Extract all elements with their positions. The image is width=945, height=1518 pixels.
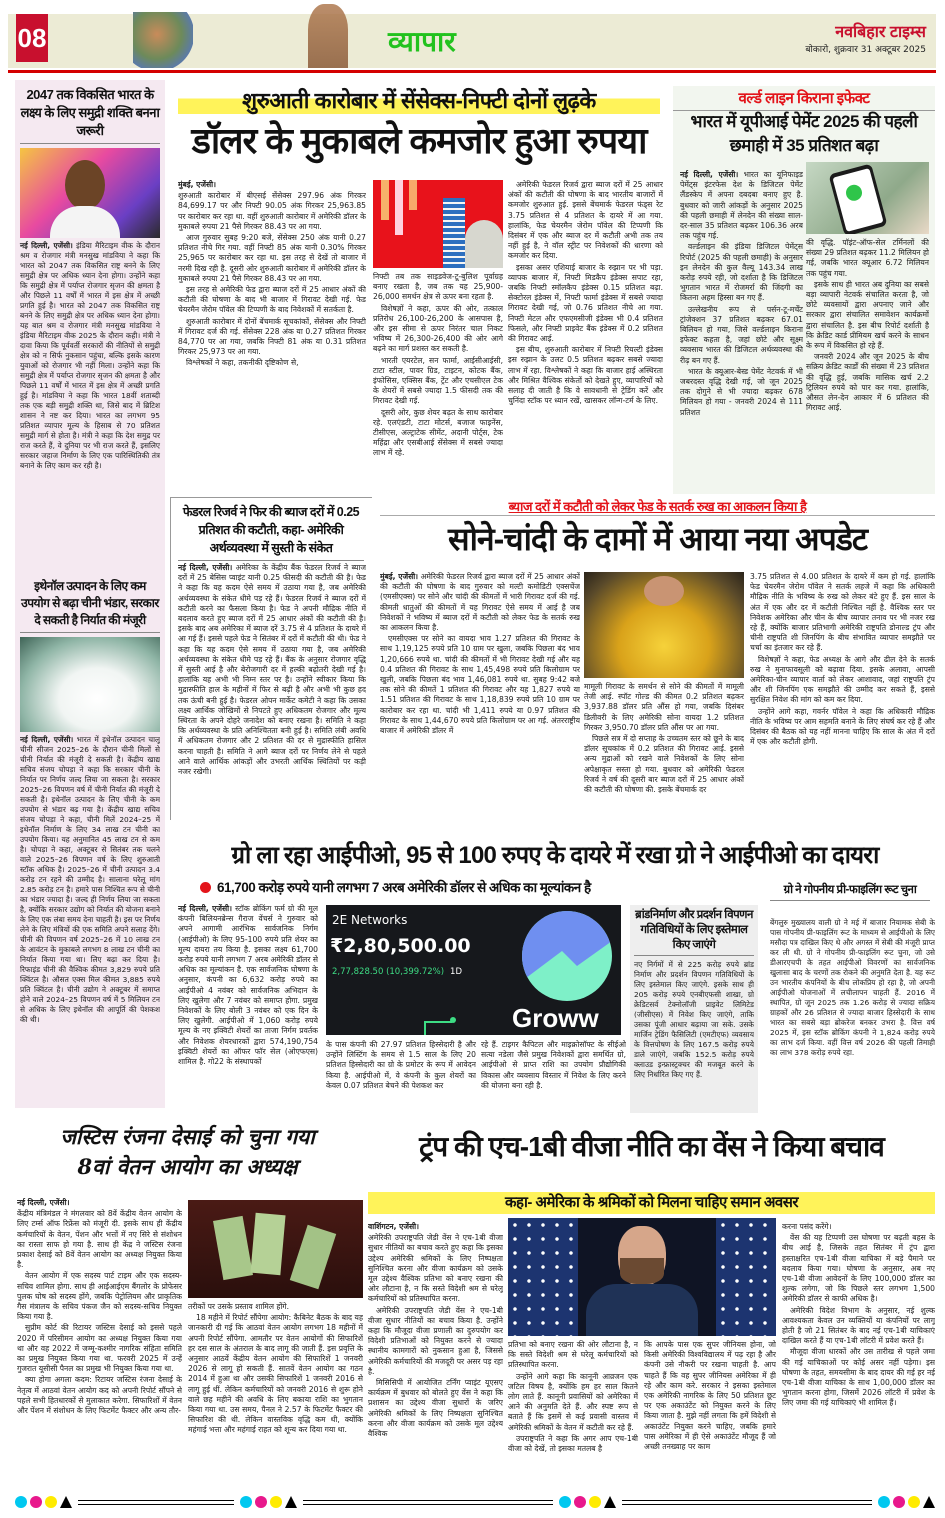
paragraph: रहे हैं. टाइगर कैपिटल और माइक्रोसॉफ्ट के सीईओ सत्या नडेला जैसे प्रमुख निवेशकों द्वारा समर्थित ग्रो, आईपीओ से प्राप्त राशि का उपयोग प्रौद्योगिकी विकास और व्यवसाय विस्तार में निवेश के लिए करने की योजना बना रही है.: [481, 1040, 626, 1090]
paragraph: 3.75 प्रतिशत से 4.00 प्रतिशत के दायरे में कम हो गई. हालांकि फेड चेयरमैन जेरोम पॉवेल ने सतर्क लहजे में कहा कि अधिकारी मौद्रिक नीति के भविष्य के रुख को लेकर बंटे हुए हैं. इस साल के अंत में एक और दर में कटौती निश्चित नहीं है. वैश्विक स्तर पर निवेशक अमेरिका और चीन के बीच व्यापार तनाव पर भी नजर रख रहे हैं, क्योंकि बाजार प्रतिभागी अमेरिकी राष्ट्रपति डोनाल्ड ट्रंप और चीनी राष्ट्रपति शी जिनपिंग के बीच संभावित व्यापार समझौते पर चर्चा का इंतजार कर रहे हैं.: [750, 572, 935, 653]
groww-col-3: [481, 1040, 626, 1112]
dateline: नई दिल्ली, एजेंसी।: [178, 563, 233, 572]
sugar-photo: [20, 637, 160, 732]
bullet-icon: [200, 882, 211, 893]
pay-headline: [15, 1122, 360, 1182]
fed-body: [178, 563, 366, 818]
currency-notes-photo: [188, 1200, 363, 1298]
paragraph: सुप्रीम कोर्ट की रिटायर जस्टिस देसाई को इससे पहले 2020 में परिसीमन आयोग का अध्यक्ष नियुक्त किया गया था और वह 2022 में जम्मू-कश्मीर नागरिक संहिता समिति का प्रमुख नियुक्त किया गया था. फरवरी 2025 में उन्हें गुजरात यूसीसी पैनल का प्रमुख भी नियुक्त किया गया था.: [17, 1323, 182, 1374]
dateline: नई दिल्ली, एजेंसी।: [680, 170, 739, 179]
paragraph: दूसरी ओर, कुछ शेयर बढ़त के साथ कारोबार रहे. एलएंडटी, टाटा मोटर्स, बजाज फाइनेंस, टीसीएस, अल्ट्राटेक सीमेंट, अदानी पोर्ट्स, टेक महिंद्रा और एसबीआई सेंसेक्स में सबसे ज्यादा लाभ में रहे.: [373, 407, 503, 458]
pay-col-2: [188, 1302, 363, 1488]
vance-col-2: [508, 1340, 638, 1488]
upi-col-2: [806, 238, 929, 490]
paragraph: अमेरिकी फेडरल रिजर्व द्वारा ब्याज दरों में 25 आधार अंकों की कटौती की घोषणा के बाद गुरुवार को मल्टी कमोडिटी एक्सचेंज (एमसीएक्स) पर सोने और चांदी की कीमतों में भारी गिरावट दर्ज की गई. कीमती धातुओं की कीमतों में यह गिरावट ऐसे समय में आई है जब निवेशकों ने भविष्य में ब्याज दरों में कटौती को लेकर फेड के सतर्क रुख का आकलन किया है.: [380, 572, 580, 633]
paragraph: भारत का यूनिफाइड पेमेंट्स इंटरफेस देश के डिजिटल पेमेंट लैंडस्केप में अपना दबदबा बनाए हुए है. बुधवार को जारी आंकड़ों के अनुसार 2025 की पहली छमाही में लेनदेन की संख्या साल-दर-साल 35 प्रतिशत बढ़कर 106.36 अरब तक पहुंच गई.: [680, 170, 803, 241]
brand-box-body: [634, 960, 754, 1110]
brand-box-headline: ब्रांडनिर्माण और प्रदर्शन विपणन गतिविधियों के लिए इस्तेमाल किए जाएंगे: [634, 908, 754, 956]
registration-mark: [15, 1496, 72, 1508]
paragraph: इस तरह से अमेरिकी फेड द्वारा ब्याज दरों में 25 आधार अंकों की कटौती की घोषणा के बाद भी बाजार में गिरावट देखी गई. फेड चेयरमैन जेरोम पॉवेल की टिप्पणी के बाद निवेशकों में सतर्कता है.: [178, 285, 366, 315]
gold-headline: सोने-चांदी के दामों में आया नया अपडेट: [380, 515, 935, 562]
groww-logo-icon: [522, 911, 612, 1001]
paragraph: शुरुआती कारोबार में दोनों बेंचमार्क सूचकांकों, सेंसेक्स और निफ्टी में गिरावट दर्ज की गई. सेंसेक्स 228 अंक या 0.27 प्रतिशत गिरकर 84,770 पर आ गया, जबकि निफ्टी 81 अंक या 0.31 प्रतिशत गिरकर 25,973 पर आ गया.: [178, 316, 366, 357]
paragraph: उपराष्ट्रपति ने कहा कि अगर आप एच-1बी वीजा को देखें, तो इसका मतलब है: [508, 1433, 638, 1454]
lead-col-3: [508, 180, 663, 498]
minister-photo: [20, 148, 160, 238]
dateline: नई दिल्ली, एजेंसी।: [17, 1198, 70, 1207]
paragraph: एमसीएक्स पर सोने का वायदा भाव 1.27 प्रतिशत की गिरावट के साथ 1,19,125 रुपये प्रति 10 ग्राम पर खुला, जबकि पिछला बंद भाव 1,20,666 रुपये था. चांदी की कीमतों में भी गिरावट देखी गई और यह 0.4 प्रतिशत की गिरावट के साथ 1,45,498 रुपये प्रति किलोग्राम पर खुली, जबकि पिछला बंद भाव 1,46,081 रुपये था. सुबह 9:42 बजे तक सोने की कीमतें 1 प्रतिशत की गिरावट और यह 1,827 रुपये या 1.51 प्रतिशत की गिरावट के साथ 1,18,839 रुपये प्रति 10 ग्राम पर कारोबार कर रहा था. चांदी भी 1,411 रुपये या 0.97 प्रतिशत की गिरावट के साथ 1,44,670 रुपये प्रति किलोग्राम पर आ गई. अंतरराष्ट्रीय बाजार में अमेरिकी डॉलर में: [380, 634, 580, 736]
registration-mark: [559, 1496, 616, 1508]
groww-subhead: 61,700 करोड़ रुपये यानी लगभग 7 अरब अमेरिकी डॉलर से अधिक का मूल्यांकन है: [200, 878, 620, 896]
paragraph: 18 महीने में रिपोर्ट सौंपेगा आयोग: कैबिनेट बैठक के बाद यह जानकारी दी गई कि आठवां वेतन आयोग लगभग 18 महीनों में अपनी रिपोर्ट सौंपेगा. आमतौर पर वेतन आयोगों की सिफारिशें हर दस साल के अंतराल के बाद लागू की जाती हैं. इस प्रवृत्ति के अनुसार आठवें केंद्रीय वेतन आयोग की सिफारिशें 1 जनवरी 2026 से लागू हो सकती हैं. सातवें वेतन आयोग का गठन 2014 में हुआ था और उसकी सिफारिशें 1 जनवरी 2016 से लागू हुई थीं. लेकिन कर्मचारियों को जनवरी 2016 से शुरू होने वाले छह महीने की अवधि के लिए बकाया राशि का भुगतान किया गया था. उस समय, पैनल ने 2.57 के फिटमेंट फैक्टर की सिफारिश की थी. लेकिन वास्तविक वृद्धि कम थी, क्योंकि महंगाई भत्ता और महंगाई राहत को शून्य कर दिया गया था.: [188, 1313, 363, 1435]
groww-app-card: [326, 905, 621, 1035]
paragraph: कि आपके पास एक सुपर जीनियस होना, जो किसी अमेरिकी विश्वविद्यालय में पढ़ रहा है और कंपनी उसे नौकरी पर रखना चाहती है. आप चाहते हैं कि वह सुपर जीनियस अमेरिका में ही रहे और काम करे. सरकार ने इसका इस्तेमाल एक अमेरिकी नागरिक के लिए 50 प्रतिशत छूट पर एक अकाउंटेंट को नियुक्त करने के लिए किया जाता है. मुझे नहीं लगता कि हमें विदेशी से अकाउंटेंट नियुक्त करने चाहिए, जबकि हमारे पास अमेरिका में ही ऐसे अकाउंटेंट मौजूद हैं जो अच्छी तनख्वाह पर काम: [644, 1340, 776, 1452]
paragraph: मौजूदा वीजा धारकों और उस तारीख से पहले जमा की गई याचिकाओं पर कोई असर नहीं पड़ेगा। इस घोषणा के तहत, समयसीमा के बाद दायर की गई हर नई एच-1बी वीजा याचिका के साथ 1,00,000 डॉलर का भुगतान करना होगा, जिसमें 2026 लॉटरी में प्रवेश के लिए जमा की गई याचिकाएं भी शामिल हैं।: [782, 1347, 935, 1408]
vance-photo: [508, 1218, 776, 1336]
paragraph: करना पसंद करेंगे।: [782, 1222, 832, 1231]
vance-subhead: कहा- अमेरिका के श्रमिकों को मिलना चाहिए समान अवसर: [368, 1192, 935, 1214]
company-name: 2E Networks: [332, 913, 408, 927]
lead-headline: डॉलर के मुकाबले कमजोर हुआ रुपया: [191, 120, 647, 161]
paragraph: अमेरिकी विदेश विभाग के अनुसार, नई शुल्क आवश्यकता केवल उन व्यक्तियों या कंपनियों पर लागू होती है जो 21 सितंबर के बाद नई एच-1बी याचिकाएं दाखिल करते हैं या एच-1बी लॉटरी में प्रवेश करते हैं।: [782, 1305, 935, 1346]
paragraph: अमेरिकी फेडरल रिजर्व द्वारा ब्याज दरों में 25 आधार अंकों की कटौती की घोषणा के बाद भारतीय बाजारों में कमजोर शुरुआत हुई. इससे बेंचमार्क फेडरल फंड्स रेट 3.75 प्रतिशत से 4 प्रतिशत के दायरे में आ गया. हालांकि, फेड चेयरमैन जेरोम पॉवेल की टिप्पणी कि दिसंबर में एक और ब्याज दर में कटौती अभी तक तय नहीं हुई है, ने वॉल स्ट्रीट पर निवेशकों की धारणा को कमजोर कर दिया.: [508, 180, 663, 261]
paragraph: निफ्टी तब तक साइडवेज-टू-बुलिश पूर्वाग्रह बनाए रखता है, जब तक यह 25,900-26,000 समर्थन क्षेत्र से ऊपर बना रहता है.: [373, 272, 503, 302]
sidebar-story-body: भारत में इथेनॉल उत्पादन चालू चीनी सीजन 2025–26 के दौरान चीनी मिलों से चीनी निर्यात की मंजूरी दे सकती है। केंद्रीय खाद्य सचिव संजय चोपड़ा ने कहा कि सरकार चीनी के निर्यात पर निर्णय जल्द लिया जा सकता है। सरकार 2025–26 विपणन वर्ष में चीनी निर्यात की मंजूरी दे सकती है। इथेनॉल उत्पादन के लिए चीनी के कम उपयोग से भंडार बढ़ गया है। केंद्रीय खाद्य सचिव संजय चोपड़ा ने कहा, चीनी मिलें 2024–25 में इथेनॉल निर्माण के लिए 34 लाख टन चीनी का उपयोग किया। यह अनुमानित 45 लाख टन से कम है। चोपड़ा ने कहा, अक्टूबर से सितंबर तक चलने वाले 2025–26 विपणन वर्ष के लिए शुरुआती स्टॉक अधिक है। 2025–26 में चीनी उत्पादन 3.4 करोड़ टन रहने की उम्मीद है। सालाना घरेलू मांग 2.85 करोड़ टन है। हमारे पास निश्चित रूप से चीनी का भंडार ज्यादा है। जल्द ही निर्णय लिया जा सकता है, क्योंकि सरकार उद्योग को निर्यात की योजना बनाने के लिए एक लंबा समय देना चाहती है। इस पर निर्णय लेने के लिए मंत्रियों की एक समिति अपने सलाह देंगे। चीनी की विपणन वर्ष 2025–26 में 10 लाख टन के आवंटन के मुकाबले लगभग 8 लाख टन चीनी का निर्यात किया गया था। लिए बढ़ा कर दिया है। रिफाइंड चीनी की वैश्विक कीमत 3,829 रुपये प्रति क्विंटल है। औसत एक्स मिल कीमत 3,885 रुपये प्रति क्विंटल है। चीनी उद्योग ने अक्टूबर में समाप्त होने वाले 2024–25 विपणन वर्ष में 5 मिलियन टन से अधिक के लिए इथेनॉल की आपूर्ति की पेशकश की थी।: [20, 735, 160, 1024]
market-falling-photo: [373, 180, 503, 268]
jharkhand-map-illustration: [133, 12, 193, 68]
chart-line: [424, 1021, 452, 1035]
lead-kicker: शुरुआती कारोबार में सेंसेक्स-निफ्टी दोनों लुढ़के: [178, 88, 660, 114]
paragraph: आज गुरुवार सुबह 9:20 बजे, सेंसेक्स 250 अंक यानी 0.27 प्रतिशत नीचे गिर गया. वहीं निफ्टी 85 अंक यानी 0.30% गिरकर 25,965 पर कारोबार कर रहा था. इस तरह से देखें तो बाजार में नरमी दिख रही है. दूसरी ओर शुरुआती कारोबार में अमेरिकी डॉलर के मुकाबले रुपया 21 पैसे गिरकर 88.43 पर आ गया.: [178, 233, 366, 283]
paragraph: नए निर्गमों में से 225 करोड़ रुपये ब्रांड निर्माण और प्रदर्शन विपणन गतिविधियों के लिए इस्तेमाल किए जाएंगे. इसके साथ ही 205 करोड़ रुपये एनबीएफसी शाखा, ग्रो क्रेडिटसर्व टेक्नोलॉजी प्राइवेट लिमिटेड (जीसीएस) में निवेश किए जाएंगे, ताकि उसका पूंजी आधार बढ़ाया जा सके. उसके मार्जिन ट्रेडिंग फैसिलिटी (एमटीएफ) व्यवसाय के वित्तपोषण के लिए 167.5 करोड़ रुपये डाले जाएंगे, जबकि 152.5 करोड़ रुपये क्लाउड इन्फ्रास्ट्रक्चर की मजबूत करने के लिए निर्धारित किए गए हैं.: [634, 960, 754, 1079]
paragraph: उन्होंने आगे कहा, गवर्नर पॉवेल ने कहा कि अधिकारी मौद्रिक नीति के भविष्य पर आम सहमति बनाने के लिए संघर्ष कर रहे हैं और दिसंबर की बैठक को यह नहीं मानना चाहिए कि साल के अंत में दरों में एक और कटौती होगी.: [750, 706, 935, 747]
groww-headline: ग्रो ला रहा आईपीओ, 95 से 100 रुपए के दायरे में रखा ग्रो ने आईपीओ का दायरा: [231, 842, 879, 869]
vance-col-3: [644, 1340, 776, 1488]
dateline: नई दिल्ली, एजेंसी।: [20, 241, 73, 250]
paragraph: बेंगलुरु मुख्यालय वाली ग्रो ने मई में बाजार नियामक सेबी के पास गोपनीय प्री-फाइलिंग रूट के माध्यम से आईपीओ के लिए मसौदा पत्र दाखिल किए थे और अगस्त में सेबी की मंजूरी प्राप्त कर ली थी. ग्रो ने गोपनीय प्री-फाइलिंग रूट चुना, जो उसे डीआरएचपी के तहत आईपीओ विवरणों का सार्वजनिक खुलासा बाद के चरणों तक रोकने की अनुमति देता है. यह रूट उन भारतीय कंपनियों के बीच लोकप्रिय हो रहा है, जो अपनी आईपीओ योजनाओं में लचीलापन चाहती हैं. 2016 में स्थापित, ग्रो जून 2025 तक 1.26 करोड़ से ज्यादा सक्रिय ग्राहकों और 26 प्रतिशत से ज्यादा बाजार हिस्सेदारी के साथ भारत का सबसे बड़ा ब्रोकरेज बनकर उभरा है. वित्त वर्ष 2025 में, इस स्टॉक ब्रोकिंग कंपनी ने 1,824 करोड़ रुपये का लाभ दर्ज किया. वहीं वित्त वर्ष 2026 की पहली तिमाही का लाभ 378 करोड़ रुपये रहा.: [770, 918, 935, 1057]
paragraph: प्रतिभा को बनाए रखना की ओर लौटाना है, न कि सस्ते विदेशी श्रम से घरेलू कर्मचारियों को प्रतिस्थापित करना.: [508, 1340, 638, 1370]
paper-name: नवबिहार टाइम्स: [835, 24, 926, 41]
sidebar-headline: इथेनॉल उत्पादन के लिए कम उपयोग से बढ़ा चीनी भंडार, सरकार दे सकती है निर्यात की मंजूरी: [20, 578, 160, 633]
paragraph: शुरुआती कारोबार में बीएसई सेंसेक्स 297.96 अंक गिरकर 84,699.17 पर और निफ्टी 90.05 अंक गिरकर 25,963.85 पर कारोबार कर रहा था. वहीं शुरुआती कारोबार में अमेरिकी डॉलर के मुकाबले रुपया 21 पैसे गिरकर 88.43 पर आ गया.: [178, 191, 366, 231]
gold-col-3: [750, 572, 935, 820]
dateline: मुंबई, एजेंसी।: [178, 180, 216, 189]
page-number-box: 08: [16, 14, 48, 62]
groww-col-2: [326, 1040, 476, 1112]
paragraph: के पास कंपनी की 27.97 प्रतिशत हिस्सेदारी है और उन्होंने लिस्टिंग के समय से 1.5 साल के लिए 20 प्रतिशत हिस्सेदारी का ग्रो के प्रमोटर के रूप में आवेदन किया है. आईपीओ में, वे कंपनी के कुल शेयरों का केवल 0.07 प्रतिशत बेचने की पेशकश कर: [326, 1040, 476, 1090]
paragraph: वेंस की यह टिप्पणी उस घोषणा पर बढ़ती बहस के बीच आई है, जिसके तहत सितंबर में ट्रंप द्वारा हस्ताक्षरित एच-1बी वीजा याचिका में बड़े पैमाने पर बदलाव किया गया। घोषणा के अनुसार, अब नए एच-1बी वीजा आवेदनों के लिए 100,000 डॉलर का शुल्क लगेगा, जो कि पिछले स्तर लगभग 1,500 अमेरिकी डॉलर से काफी अधिक है।: [782, 1233, 935, 1304]
brand-name: Groww: [512, 1003, 599, 1033]
pay-col-1: [17, 1198, 182, 1488]
sidebar-headline: 2047 तक विकसित भारत के लक्ष्य के लिए समुद्री शक्ति बनना जरूरी: [20, 86, 160, 144]
price-change: 2,77,828.50 (10,399.72%): [332, 967, 445, 977]
dateline: मुंबई, एजेंसी।: [380, 572, 419, 581]
paragraph: स्टॉक ब्रोकिंग फर्म ग्रो की मूल कंपनी बिलियनब्रेन्स गैराज वेंचर्स ने गुरुवार को अपने आगामी आरंभिक सार्वजनिक निर्गम (आईपीओ) के लिए 95-100 रुपये प्रति शेयर का मूल्य दायरा तय किया है. इसका लक्ष्य 61,700 करोड़ रुपये यानी लगभग 7 अरब अमेरिकी डॉलर से अधिक का मूल्यांकन है. एक सार्वजनिक घोषणा के अनुसार, कंपनी का 6,632 करोड़ रुपये का आईपीओ 4 नवंबर को सार्वजनिक अभिदान के लिए खुलेगा और 7 नवंबर को समाप्त होगा. प्रमुख निवेशकों के लिए बोली 3 नवंबर को एक दिन के लिए खुलेगी. आईपीओ में 1,060 करोड़ रुपये मूल्य के नए इक्विटी शेयरों का ताजा निर्गम प्रवर्तक और निवेशक शेयरधारकों द्वारा 574,190,754 इक्विटी शेयरों का ऑफर फॉर सेल (ओएफएस) शामिल है. गो22 के संस्थापकों: [178, 904, 318, 1067]
paragraph: इसके साथ ही भारत अब दुनिया का सबसे बड़ा व्यापारी नेटवर्क संचालित करता है, जो छोटे व्यवसायों द्वारा अपनाए जाने और सरकार द्वारा संचालित समावेशन कार्यक्रमों द्वारा संचालित है. इस बीच रिपोर्ट दर्शाती है कि क्रेडिट कार्ड प्रीमियम खर्च करने के साधन के रूप में विकसित हो रहे हैं.: [806, 279, 929, 351]
sidebar-story-maritime: [20, 86, 160, 472]
upi-headline: भारत में यूपीआई पेमेंट 2025 की पहली छमाही में 35 प्रतिशत बढ़ा: [690, 112, 918, 155]
phone-payment-photo: [806, 162, 929, 234]
statue-illustration: [308, 4, 348, 68]
registration-mark: [240, 1496, 297, 1508]
dateline: नई दिल्ली, एजेंसी।: [178, 904, 232, 913]
paragraph: भारत के क्यूआर-बेस्ड पेमेंट नेटवर्क में भी जबरदस्त वृद्धि देखी गई, जो जून 2025 तक दोगुने से भी ज्यादा बढ़कर 678 मिलियन हो गया - जनवरी 2024 से 111 प्रतिशत: [680, 366, 803, 417]
lead-col-2: [373, 272, 503, 498]
paragraph: भारती एयरटेल, सन फार्मा, आईसीआईसी, टाटा स्टील, पावर ग्रिड, टाइटन, कोटक बैंक, इंफोसिस, एक्सिस बैंक, ट्रेंट और एचसीएल टेक के शेयरों में सबसे ज्यादा 1.5 फीसदी तक की गिरावट देखी गई.: [373, 355, 503, 406]
upi-col-1: [680, 170, 803, 490]
lead-col-1: [178, 180, 366, 498]
vance-headline: ट्रंप की एच-1बी वीजा नीति का वेंस ने किया बचाव: [419, 1131, 884, 1162]
paragraph: अमेरिकी उपराष्ट्रपति जेडी वेंस ने एच-1बी वीजा सुधार नीतियों का बचाव किया है. उन्होंने कहा कि मौजूदा वीजा प्रणाली का दुरुपयोग कर विदेशी प्रतिभाओं को नियुक्त करने से ज्यादा स्थानीय कामगारों को नुकसान हुआ है, जिससे अमेरिकी कर्मचारियों की मजदूरी पर असर पड़ रहा है.: [368, 1305, 503, 1376]
masthead-rule: [8, 70, 936, 73]
paragraph: क्या होगा अगला कदम: रिटायर जस्टिस रंजना देसाई के नेतृत्व में आठवां वेतन आयोग कद को अपनी रिपोर्ट सौंपने से पहले सभी हितधारकों से मुलाकात करेगा. सिफारिशों में वेतन और पेंशन में संशोधन के लिए फिटमेंट फैक्टर और अन्य तौर-: [17, 1375, 182, 1416]
groww-col-1: [178, 904, 318, 1112]
paragraph: केंद्रीय मंत्रिमंडल ने मंगलवार को 8वें केंद्रीय वेतन आयोग के लिए टर्म्स ऑफ रिफ्रेंस को मंजूरी दी. इसके साथ ही केंद्रीय कर्मचारियों के वेतन, पेंशन और भत्तों में नए सिरे से संशोधन का रास्ता साफ हो गया है. साथ ही केंद्र ने जस्टिस रंजना प्रकाश देसाई को 8वें वेतन आयोग का अध्यक्ष नियुक्त किया है.: [17, 1209, 182, 1270]
fed-headline: फेडरल रिजर्व ने फिर की ब्याज दरों में 0.25 प्रतिशत की कटौती, कहा- अमेरिकी अर्थव्यवस्था में सुस्ती के संकेत: [178, 503, 364, 561]
stock-price: ₹2,80,500.00: [330, 935, 471, 957]
chart-endpoint-dot: [450, 1017, 456, 1023]
dateline: नई दिल्ली, एजेंसी।: [20, 735, 74, 744]
sidebar-story-sugar: [20, 578, 160, 1075]
paragraph: विशेषज्ञों ने कहा, फेड अध्यक्ष के आगे और ढील देने के सतर्क रुख ने मुनाफावसूली को बढ़ावा दिया. इसके अलावा, आपसी अमेरिका-चीन व्यापार वार्ता को लेकर आशावाद, जहां राष्ट्रपति ट्रंप और शी जिनपिंग एक समझौते की उम्मीद कर सकते हैं, इससे सुरक्षित निवेश की मांग को कम कर दिया.: [750, 654, 935, 705]
gold-col-1: [380, 572, 580, 820]
masthead: [8, 14, 936, 68]
vance-col-1: [368, 1222, 503, 1488]
paragraph: उन्होंने आगे कहा कि कानूनी आव्रजन एक जटिल विषय है, क्योंकि हम हर साल कितने लोग लाते हैं. कानूनी प्रवासियों को अमेरिका में आने की अनुमति देते हैं. और स्पष्ट रूप से बताते हैं कि इसमें से कई प्रवासी वास्तव में अमेरिकी श्रमिकों के वेतन में कटौती कर रहे हैं.: [508, 1371, 638, 1432]
section-title: व्यापार: [388, 26, 456, 57]
gold-bangles-photo: [584, 572, 744, 678]
upi-kicker: वर्ल्ड लाइन किराना इफेक्ट: [673, 88, 935, 111]
paragraph: इसका असर एशियाई बाजार के रुझान पर भी पड़ा. व्यापक बाजार में, निफ्टी मिडकैप इंडेक्स सपाट रहा, जबकि निफ्टी स्मॉलकैप इंडेक्स 0.15 प्रतिशत बढ़ा. सेक्टोरल इंडेक्स में, निफ्टी फार्मा इंडेक्स में सबसे ज्यादा गिरावट देखी गई, जो 0.76 प्रतिशत नीचे आ गया. निफ्टी मेटल और एफएमसीजी इंडेक्स भी 0.4 प्रतिशत फिसले, और निफ्टी प्राइवेट बैंक इंडेक्स में 0.2 प्रतिशत की गिरावट आई.: [508, 262, 663, 344]
paragraph: मामूली गिरावट के समर्थन से सोने की कीमतों में मामूली तेजी आई. स्पॉट गोल्ड की कीमत 0.2 प्रतिशत बढ़कर 3,937.88 डॉलर प्रति औंस हो गया, जबकि दिसंबर डिलीवरी के लिए अमेरिकी सोना वायदा 1.2 प्रतिशत गिरकर 3,950.70 डॉलर प्रति औंस पर आ गया.: [584, 682, 744, 732]
registration-mark: [878, 1496, 935, 1508]
print-registration-bar: [15, 1496, 935, 1508]
paragraph: वेतन आयोग में एक सदस्य पार्ट टाइम और एक सदस्य-सचिव शामिल होगा. साथ ही आईआईएम बैंगलोर के प्रोफेसर पुलक घोष को सदस्य होंगे, जबकि पेट्रोलियम और प्राकृतिक गैस मंत्रालय के सचिव पंकज जैन को सदस्य-सचिव नियुक्त किया गया है.: [17, 1271, 182, 1322]
groww-side-headline: ग्रो ने गोपनीय प्री-फाइलिंग रूट चुना: [770, 882, 930, 901]
period-selector[interactable]: 1D: [450, 967, 462, 977]
paragraph: इस बीच, शुरुआती कारोबार में निफ्टी रियल्टी इंडेक्स इस रुझान के उलट 0.5 प्रतिशत बढ़कर सबसे ज्यादा लाभ में रहा. विश्लेषकों ने कहा कि बाजार हाई अस्थिरता और मिश्रित वैश्विक संकेतों को देखते हुए, व्यापारियों को सलाह दी जाती है कि वे सावधानी से ट्रेडिंग करें और चुनिंदा स्टॉक पर ध्यान रखें, खासकर लॉन्ग-टर्म के लिए.: [508, 345, 663, 406]
sidebar-story-body: इंडिया मैरिटाइम वीक के दौरान श्रम व रोजगार मंत्री मनसुख मांडविया ने कहा कि भारत को 2047 तक विकसित राष्ट्र बनने के लिए समुद्री क्षेत्र पर अधिक ध्यान देना होगा। उन्होंने कहा कि समुद्री क्षेत्र में पर्याप्त रोजगार सृजन की क्षमता है और पिछले 11 वर्षों में भारत में इस क्षेत्र में अच्छी प्रगति हुई है। भारत को 2047 तक विकसित राष्ट्र बनने के लिए समुद्री क्षेत्र पर अधिक ध्यान देना होगा। यह बात श्रम व रोजगार मंत्री मनसुख मांडविया ने इंडिया मैरिटाइम वीक 2025 के दौरान कही। मंत्री ने दावा किया कि पूर्ववर्ती सरकारों की नीतियों से समुद्री क्षेत्र को न सिर्फ नुकसान पहुंचा, बल्कि इसके कारण युवाओं को रोजगार भी नहीं मिला। उन्होंने कहा कि समुद्री क्षेत्र में पर्याप्त रोजगार सृजन की क्षमता है और पिछले 11 वर्षों में भारत में इस क्षेत्र में अच्छी प्रगति हुई है। मांडविया ने कहा कि भारत 18वीं शताब्दी तक एक बड़ी समुद्री शक्ति था, जिसे बाद में ब्रिटिश शासन ने नष्ट कर दिया। भारत का लगभग 95 प्रतिशत व्यापार मूल्य के हिसाब से 70 प्रतिशत समुद्री मार्ग से होता है। मंत्री ने कहा कि देश समुद्र पर राज करते हैं, वे दुनिया पर भी राज करते हैं, इसलिए सरकार जहाज निर्माण के लिए एक पारिस्थितिकी तंत्र बनाने के लिए काम कर रही है।: [20, 241, 160, 470]
gold-col-2: [584, 682, 744, 820]
paragraph: पिछले सत्र में दो सप्ताह के उच्चतम स्तर को छूने के बाद डॉलर सूचकांक में 0.2 प्रतिशत की गिरावट आई. इससे अन्य मुद्राओं को रखने वाले निवेशकों के लिए सोना अपेक्षाकृत सस्ता हो गया. बुधवार को अमेरिकी फेडरल रिजर्व ने वर्ष की दूसरी बार ब्याज दरों में 25 आधार अंकों की कटौती की घोषणा की. इसके बेंचमार्क दर: [584, 734, 744, 795]
vance-col-4: [782, 1222, 935, 1488]
groww-side-body: [770, 918, 935, 1110]
paragraph: विशेषज्ञों ने कहा, ऊपर की ओर, तत्काल प्रतिरोध 26,100-26,200 के आसपास है, और इस सीमा से ऊपर निरंतर चाल निकट भविष्य में 26,300-26,400 की ओर आगे बढ़ने का मार्ग प्रशस्त कर सकती है.: [373, 303, 503, 354]
paragraph: की वृद्धि. पॉइंट-ऑफ-सेल टर्मिनलों की संख्या 29 प्रतिशत बढ़कर 11.2 मिलियन हो गई, जबकि भारत क्यूआर 6.72 मिलियन तक पहुंच गया.: [806, 238, 929, 278]
dateline: वाशिंगटन, एजेंसी।: [368, 1222, 419, 1231]
headline-line-2: 8वां वेतन आयोग का अध्यक्ष: [77, 1154, 298, 1179]
paragraph: अमेरिका के केंद्रीय बैंक फेडरल रिजर्व ने ब्याज दरों में 25 बेसिस प्वाइंट यानी 0.25 फीसदी की कटौती की है। फेड ने कहा कि यह कदम ऐसे समय में उठाया गया है, जब अमेरिकी अर्थव्यवस्था के संकेत धीमे पड़ रहे हैं। फेडरल रिजर्व ने ब्याज दरों में कटौती करने का फैसला किया है। फेड ने अपनी मौद्रिक नीति में बदलाव करते हुए ब्याज दरों में 25 आधार अंकों की कटौती की है। इसके बाद अब अमेरिका में ब्याज दरें 3.75 से 4 प्रतिशत के दायरे में आ गई हैं। इससे पहले फेड ने सितंबर में दरों में कटौती की थी। फेड ने कहा कि यह कदम ऐसे समय में उठाया गया है, जब अमेरिकी अर्थव्यवस्था के संकेत धीमे पड़ रहे हैं। बैंक के अनुसार रोजगार वृद्धि में सुस्ती आई है और बेरोजगारी दर में हल्की बढ़ोतरी देखी गई है। हालांकि यह अभी भी निम्न स्तर पर है। उन्होंने स्वीकार किया कि मुद्रास्फीति हाल के महीनों में फिर से बढ़ी है और अभी भी कुछ हद तक ऊंची बनी हुई है। फेडरल ओपन मार्केट कमेटी ने कहा कि उसका लक्ष्य आर्थिक जोखिमों से निपटते हुए अधिकतम रोजगार और मूल्य स्थिरता के अपने दोहरे जनादेश को बनाए रखना है। समिति ने कहा कि अर्थव्यवस्था के प्रति अनिश्चितता बनी हुई है। समिति लंबी अवधि में अधिकतम रोजगार और 2 प्रतिशत की दर से मुद्रास्फीति हासिल करना चाहती है। समिति ने आगे ब्याज दरों पर निर्णय लेने से पहले आने वाले आर्थिक आंकड़ों और उभरती आर्थिक स्थितियों पर कड़ी नजर रखेगी।: [178, 563, 366, 777]
paragraph: अमेरिकी उपराष्ट्रपति जेडी वेंस ने एच-1बी वीजा सुधार नीतियों का बचाव करते हुए कहा कि इसका उद्देश्य अमेरिकी श्रमिकों के लिए निष्पक्षता सुनिश्चित करना और वीजा कार्यक्रम को उसके मूल उद्देश्य वैश्विक प्रतिभा को बनाए रखना की ओर लौटाना है, न कि सस्ते विदेशी श्रम से घरेलू कर्मचारियों को प्रतिस्थापित करना.: [368, 1233, 503, 1304]
gold-kicker: ब्याज दरों में कटौती को लेकर फेड के सतर्क रुख का आकलन किया है: [508, 499, 807, 514]
paragraph: विश्लेषकों ने कहा, तकनीकी दृष्टिकोण से,: [186, 358, 299, 368]
date-line: बोकारो, शुक्रवार 31 अक्टूबर 2025: [805, 45, 926, 55]
headline-line-1: जस्टिस रंजना देसाई को चुना गया: [60, 1124, 315, 1149]
paragraph: मिसिसिपी में आयोजित टर्निंग प्वाइंट यूएसए कार्यक्रम में बुधवार को बोलते हुए वेंस ने कहा कि प्रशासन का उद्देश्य वीजा सुधारों के जरिए अमेरिकी श्रमिकों के लिए निष्पक्षता सुनिश्चित करना और वीजा कार्यक्रम को उसके मूल उद्देश्य वैश्विक: [368, 1378, 503, 1439]
paragraph: जनवरी 2024 और जून 2025 के बीच सक्रिय क्रेडिट कार्डों की संख्या में 23 प्रतिशत की वृद्धि हुई, जबकि मासिक खर्च 2.2 ट्रिलियन रुपये को पार कर गया. हालांकि, औसत लेन-देन आकार में 6 प्रतिशत की गिरावट आई.: [806, 352, 929, 413]
paragraph: वर्ल्डलाइन की इंडिया डिजिटल पेमेंट्स रिपोर्ट (2025 की पहली छमाही) के अनुसार इन लेनदेन की कुल वैल्यू 143.34 लाख करोड़ रुपये रही, जो दर्शाता है कि डिजिटल भुगतान भारत में रोजमर्रा की जिंदगी का कितना अहम हिस्सा बन गए हैं.: [680, 242, 803, 303]
paragraph: तरीकों पर उसके प्रस्ताव शामिल होंगे.: [188, 1302, 290, 1311]
paragraph: उल्लेखनीय रूप से पर्सन-टू-मर्चेंट ट्रांजेक्शन 37 प्रतिशत बढ़कर 67.01 बिलियन हो गया, जिसे वर्ल्डलाइन किराना इफेक्ट कहता है, जहां छोटे और सूक्ष्म व्यवसाय भारत की डिजिटल अर्थव्यवस्था की रीढ़ बन गए हैं.: [680, 304, 803, 365]
